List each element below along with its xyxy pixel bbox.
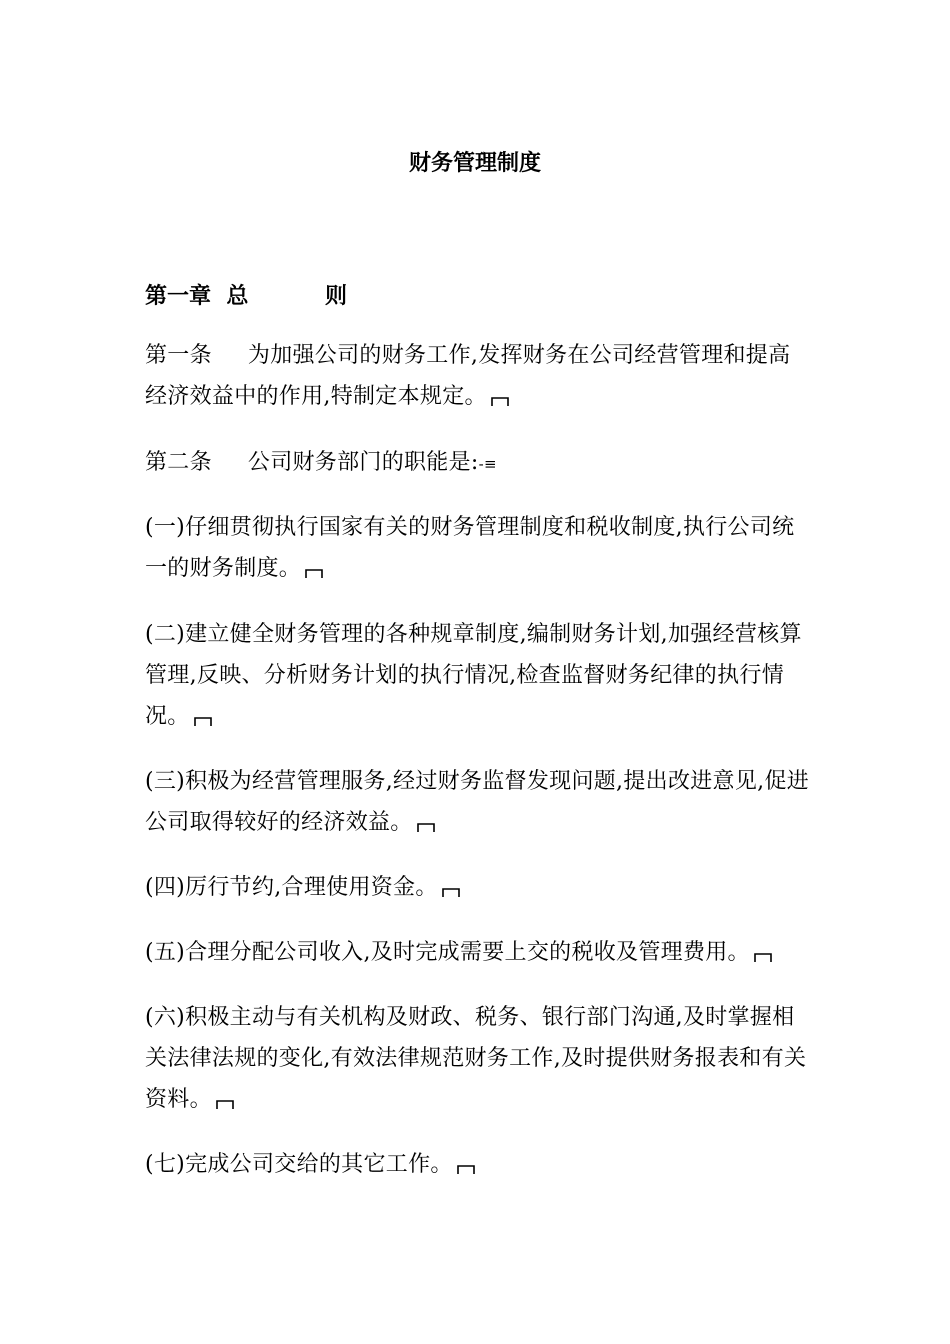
list-item-5 xyxy=(145,932,810,973)
paragraph-mark-icon xyxy=(194,716,212,726)
list-item-text: (四)厉行节约,合理使用资金。 xyxy=(145,875,438,900)
list-item-1 xyxy=(145,507,810,589)
article-text: 公司财务部门的职能是: xyxy=(247,450,479,475)
article-label: 第二条 xyxy=(145,450,212,475)
paragraph-mark-icon xyxy=(417,822,435,832)
list-item-text: (七)完成公司交给的其它工作。 xyxy=(145,1152,453,1177)
paragraph-mark-icon xyxy=(305,568,323,578)
chapter-name-part-1: 总 xyxy=(226,284,249,309)
list-item-6 xyxy=(145,997,810,1120)
article-text: 为加强公司的财务工作,发挥财务在公司经营管理和提高经济效益中的作用,特制定本规定。 xyxy=(145,343,791,409)
paragraph-mark-icon xyxy=(457,1164,475,1174)
list-item-text: (五)合理分配公司收入,及时完成需要上交的税收及管理费用。 xyxy=(145,940,750,965)
list-item-4 xyxy=(145,867,810,908)
paragraph-mark-icon xyxy=(491,396,509,406)
paragraph-mark-icon xyxy=(754,952,772,962)
article-2 xyxy=(145,442,810,485)
list-item-3 xyxy=(145,761,810,843)
paragraph-mark-icon xyxy=(442,887,460,897)
list-item-text: (三)积极为经营管理服务,经过财务监督发现问题,提出改进意见,促进公司取得较好的经济效益。 xyxy=(145,769,810,835)
list-item-text: (一)仔细贯彻执行国家有关的财务管理制度和税收制度,执行公司统一的财务制度。 xyxy=(145,515,795,581)
article-1 xyxy=(145,335,810,417)
article-end-mark: -≡ xyxy=(478,455,497,473)
list-item-7 xyxy=(145,1144,810,1185)
list-item-text: (二)建立健全财务管理的各种规章制度,编制财务计划,加强经营核算管理,反映、分析财务计划的执行情况,检查监督财务纪律的执行情况。 xyxy=(145,622,802,729)
paragraph-mark-icon xyxy=(216,1099,234,1109)
list-item-2 xyxy=(145,614,810,737)
document-title: 财务管理制度 xyxy=(408,151,541,176)
chapter-heading xyxy=(145,279,347,310)
list-item-text: (六)积极主动与有关机构及财政、税务、银行部门沟通,及时掌握相关法律法规的变化,有效法律规范财务工作,及时提供财务报表和有关资料。 xyxy=(145,1005,807,1112)
article-label: 第一条 xyxy=(145,343,212,368)
chapter-label: 第一章 xyxy=(145,284,212,309)
chapter-name-part-2: 则 xyxy=(324,284,347,309)
